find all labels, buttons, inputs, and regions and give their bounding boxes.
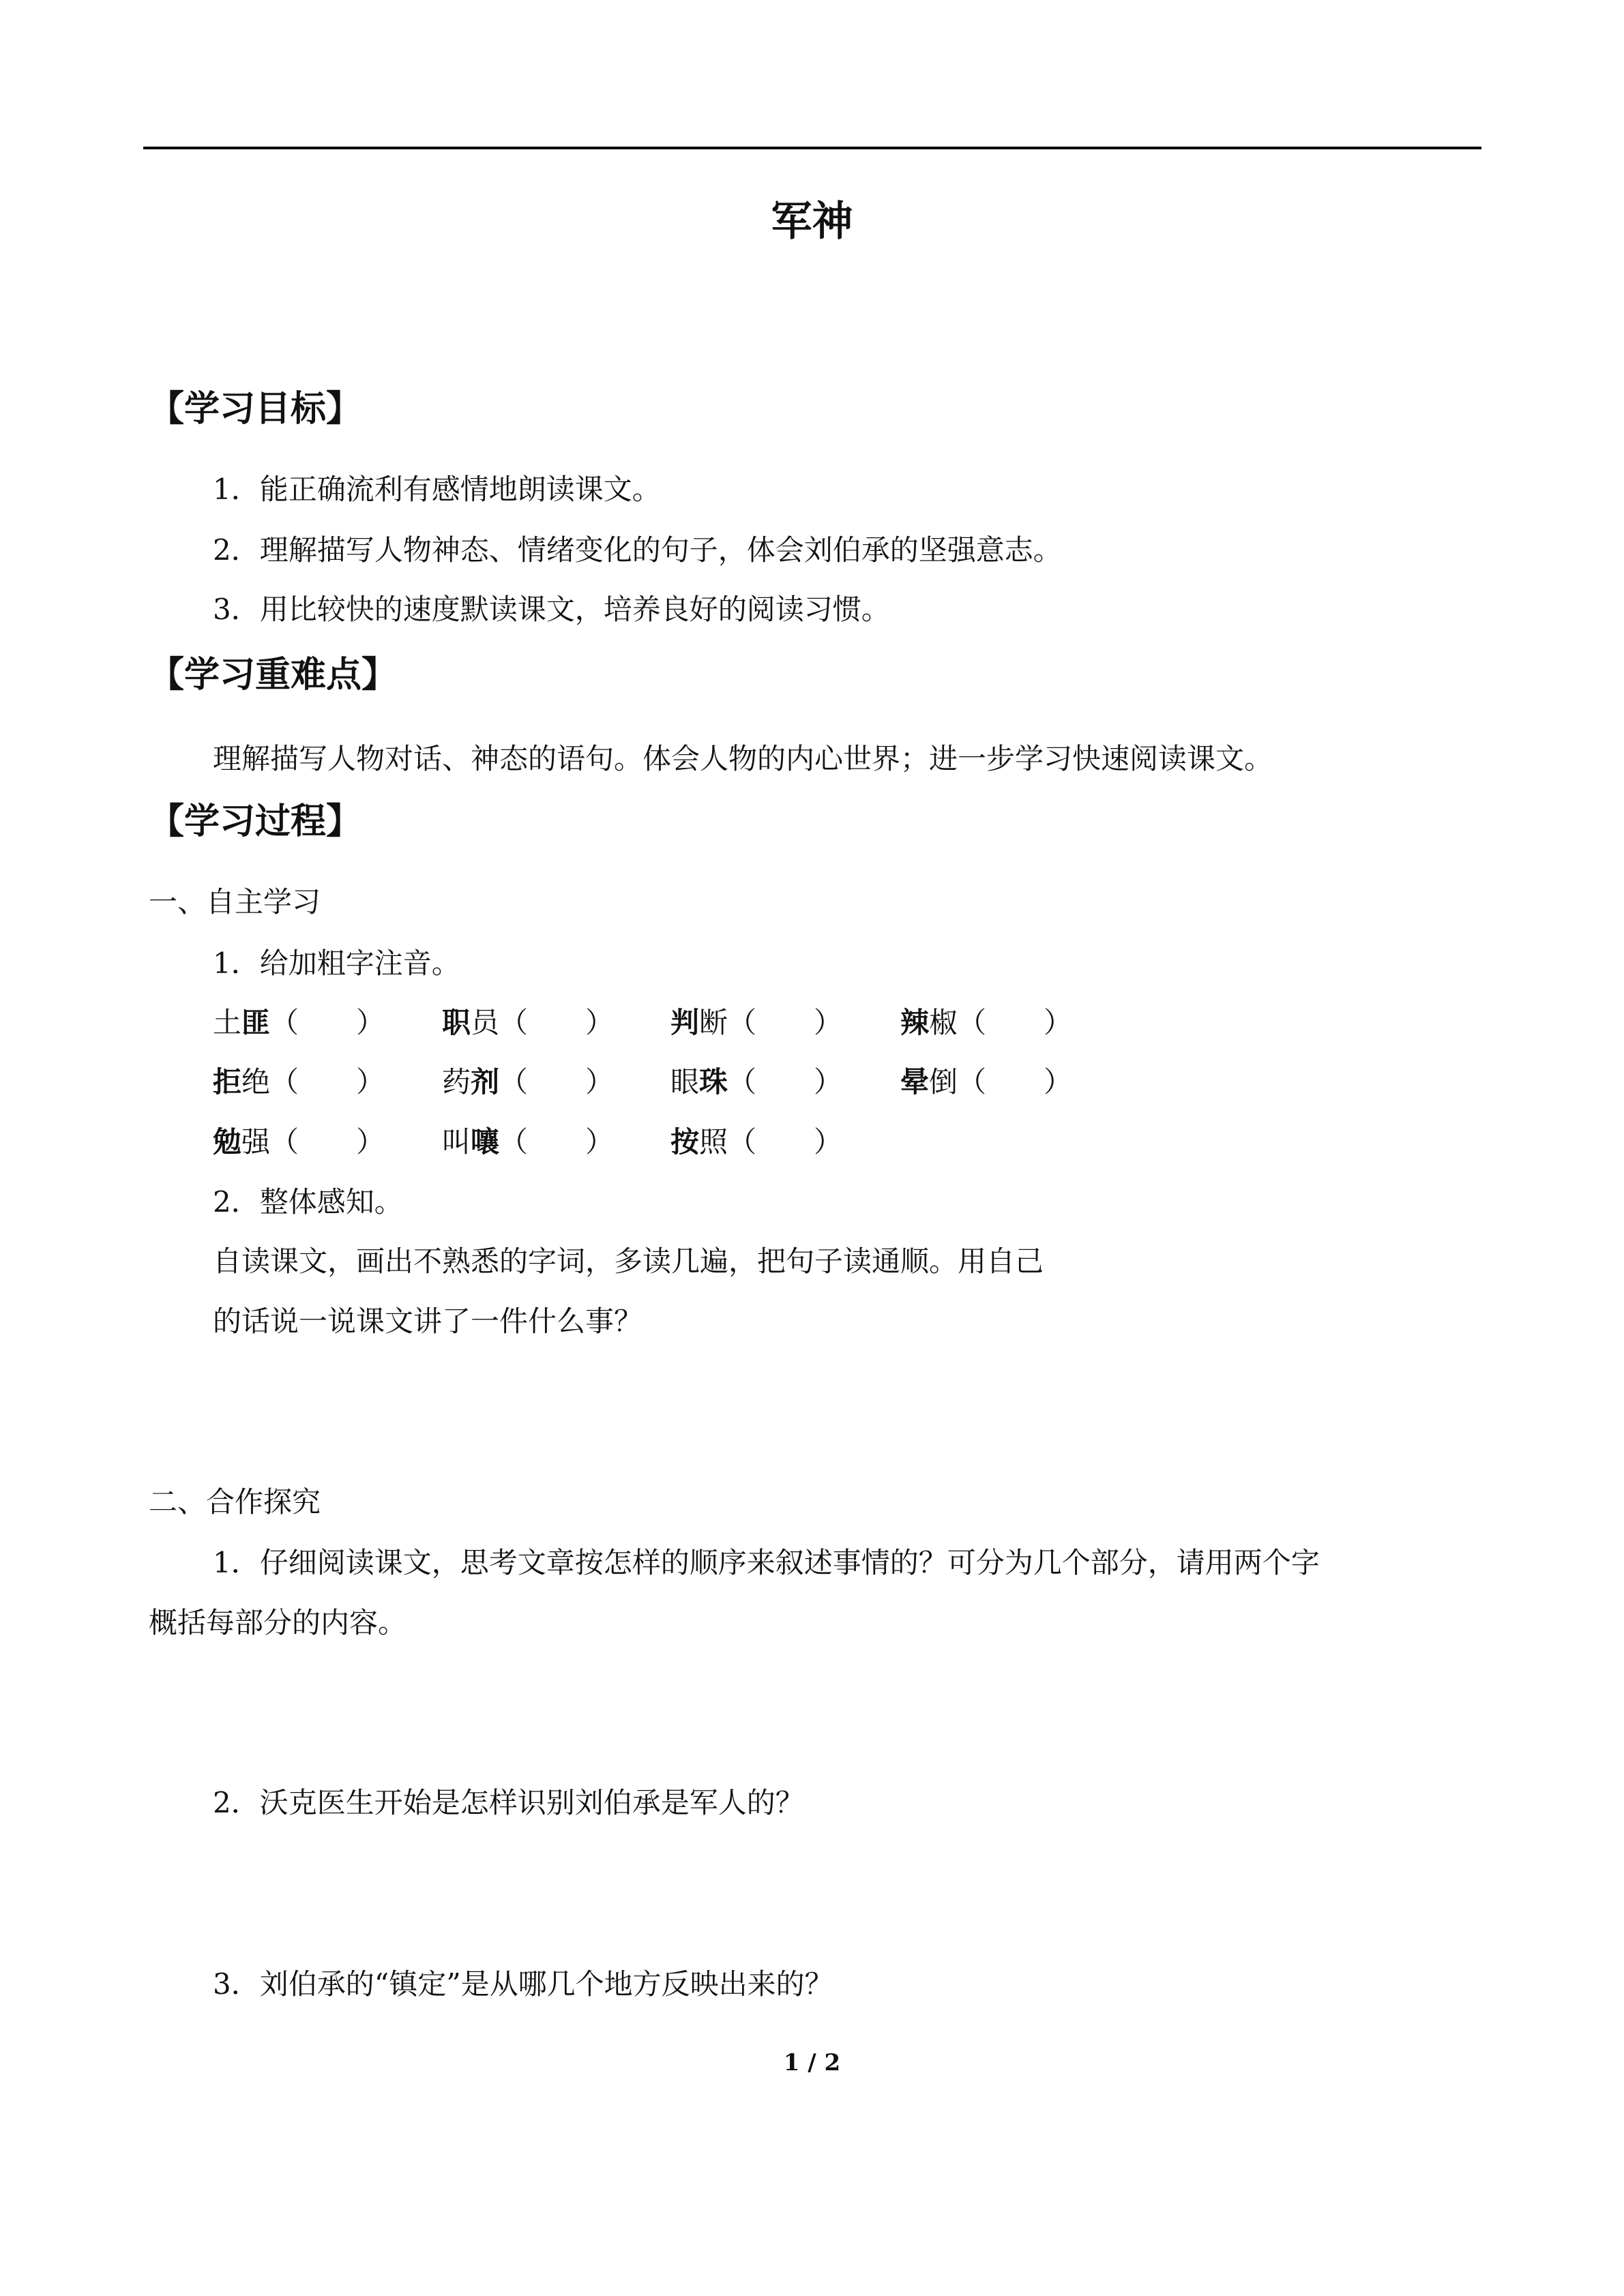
pinyin-word-item — [213, 1002, 385, 1043]
answer-blank: （ ） — [728, 1065, 843, 1099]
objective-item-3: 3．用比较快的速度默读课文，培养良好的阅读习惯。 — [213, 593, 890, 626]
bold-character: 匪 — [241, 1006, 271, 1039]
objective-item-1: 1．能正确流利有感情地朗读课文。 — [213, 473, 661, 506]
key-points-text: 理解描写人物对话、神态的语句。体会人物的内心世界；进一步学习快速阅读课文。 — [213, 742, 1273, 775]
objectives-heading: 【学习目标】 — [149, 389, 362, 430]
answer-blank: （ ） — [499, 1125, 615, 1159]
key-points-heading: 【学习重难点】 — [149, 655, 398, 696]
bold-character: 珠 — [699, 1065, 728, 1099]
part2-question-2: 2．沃克医生开始是怎样识别刘伯承是军人的？ — [213, 1786, 804, 1819]
bold-character: 职 — [442, 1006, 471, 1039]
answer-blank: （ ） — [728, 1006, 843, 1039]
bold-character: 勉 — [213, 1125, 242, 1159]
process-heading: 【学习过程】 — [149, 801, 362, 842]
pinyin-word-item — [670, 1002, 842, 1043]
part2-question-1-line1: 1．仔细阅读课文，思考文章按怎样的顺序来叙述事情的？可分为几个部分，请用两个字 — [213, 1546, 1320, 1579]
answer-blank: （ ） — [270, 1006, 385, 1039]
pinyin-word-item — [442, 1062, 614, 1103]
pinyin-word-item — [670, 1122, 842, 1163]
answer-blank: （ ） — [728, 1125, 843, 1159]
answer-blank: （ ） — [499, 1006, 615, 1039]
word-prefix: 土 — [213, 1006, 242, 1039]
part1-question-2-text-line1: 自读课文，画出不熟悉的字词，多读几遍，把句子读通顺。用自己 — [213, 1244, 1044, 1278]
answer-blank: （ ） — [270, 1125, 385, 1159]
answer-blank: （ ） — [958, 1065, 1073, 1099]
header-rule — [143, 147, 1481, 149]
word-suffix: 照 — [699, 1125, 728, 1159]
part1-question-2-text-line2: 的话说一说课文讲了一件什么事？ — [213, 1304, 643, 1338]
word-suffix: 倒 — [929, 1065, 958, 1099]
bold-character: 按 — [670, 1125, 700, 1159]
objective-item-2: 2．理解描写人物神态、情绪变化的句子，体会刘伯承的坚强意志。 — [213, 533, 1062, 567]
word-prefix: 眼 — [670, 1065, 700, 1099]
bold-character: 判 — [670, 1006, 700, 1039]
bold-character: 剂 — [471, 1065, 500, 1099]
part2-question-1-line2: 概括每部分的内容。 — [149, 1606, 407, 1639]
answer-blank: （ ） — [958, 1006, 1073, 1039]
pinyin-word-item — [900, 1062, 1072, 1103]
word-suffix: 员 — [471, 1006, 500, 1039]
pinyin-word-item — [442, 1122, 614, 1163]
bold-character: 晕 — [900, 1065, 930, 1099]
pinyin-word-item — [213, 1062, 385, 1103]
bold-character: 嚷 — [471, 1125, 500, 1159]
pinyin-word-item — [670, 1062, 842, 1103]
word-suffix: 椒 — [929, 1006, 958, 1039]
bold-character: 拒 — [213, 1065, 242, 1099]
part2-question-3: 3．刘伯承的“镇定”是从哪几个地方反映出来的？ — [213, 1967, 833, 2001]
part1-question-2: 2．整体感知。 — [213, 1185, 403, 1219]
document-title: 军神 — [771, 198, 853, 245]
word-suffix: 断 — [699, 1006, 728, 1039]
bold-character: 辣 — [900, 1006, 930, 1039]
word-suffix: 强 — [241, 1125, 271, 1159]
answer-blank: （ ） — [499, 1065, 615, 1099]
part2-title: 二、合作探究 — [149, 1485, 321, 1519]
pinyin-word-item — [900, 1002, 1072, 1043]
pinyin-word-item — [213, 1122, 385, 1163]
word-suffix: 绝 — [241, 1065, 271, 1099]
part1-question-1: 1．给加粗字注音。 — [213, 946, 460, 980]
word-prefix: 药 — [442, 1065, 471, 1099]
page-number: 1 / 2 — [783, 2049, 841, 2076]
pinyin-word-item — [442, 1002, 614, 1043]
answer-blank: （ ） — [270, 1065, 385, 1099]
word-prefix: 叫 — [442, 1125, 471, 1159]
part1-title: 一、自主学习 — [149, 885, 321, 919]
